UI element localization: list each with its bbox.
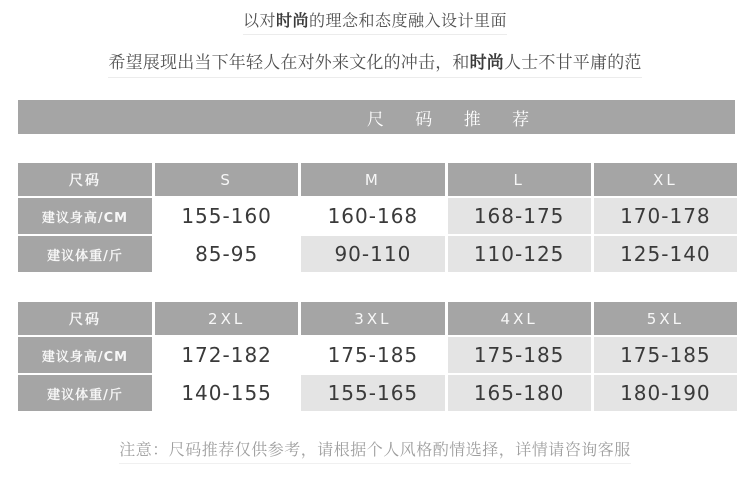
brand-keyword: 时尚 xyxy=(275,11,309,30)
weight-value-s: 85-95 xyxy=(155,236,298,272)
row-label-weight: 建议体重/斤 xyxy=(18,375,152,411)
note-line xyxy=(0,437,750,460)
intro-line-1 xyxy=(0,8,750,31)
height-value-xl: 170-178 xyxy=(594,198,737,234)
col-header-4xl: 4XL xyxy=(448,302,591,335)
row-label-height: 建议身高/CM xyxy=(18,337,152,373)
col-header-5xl: 5XL xyxy=(594,302,737,335)
weight-value-m: 90-110 xyxy=(301,236,444,272)
intro-line-2-text: 希望展现出当下年轻人在对外来文化的冲击，和时尚人士不甘平庸的范 xyxy=(108,53,641,78)
height-value-5xl: 175-185 xyxy=(594,337,737,373)
height-value-2xl: 172-182 xyxy=(155,337,298,373)
size-recommend-banner xyxy=(18,100,735,134)
height-value-3xl: 175-185 xyxy=(301,337,444,373)
col-header-l: L xyxy=(448,163,591,196)
weight-value-2xl: 140-155 xyxy=(155,375,298,411)
brand-keyword: 时尚 xyxy=(469,53,504,73)
weight-value-l: 110-125 xyxy=(448,236,591,272)
size-table-2xl-to-5xl xyxy=(18,302,737,411)
row-label-height: 建议身高/CM xyxy=(18,198,152,234)
weight-value-3xl: 155-165 xyxy=(301,375,444,411)
height-value-l: 168-175 xyxy=(448,198,591,234)
banner-title: 尺 码 推 荐 xyxy=(366,109,543,130)
col-header-3xl: 3XL xyxy=(301,302,444,335)
col-header-2xl: 2XL xyxy=(155,302,298,335)
intro-line-2 xyxy=(0,48,750,73)
height-value-4xl: 175-185 xyxy=(448,337,591,373)
weight-value-4xl: 165-180 xyxy=(448,375,591,411)
col-header-size: 尺码 xyxy=(18,163,152,196)
size-table-s-to-xl xyxy=(18,163,737,272)
intro-line-1-text: 以对时尚的理念和态度融入设计里面 xyxy=(243,11,507,35)
col-header-m: M xyxy=(301,163,444,196)
col-header-s: S xyxy=(155,163,298,196)
weight-value-5xl: 180-190 xyxy=(594,375,737,411)
col-header-size: 尺码 xyxy=(18,302,152,335)
height-value-s: 155-160 xyxy=(155,198,298,234)
note-text: 注意：尺码推荐仅供参考，请根据个人风格酌情选择，详情请咨询客服 xyxy=(119,440,631,464)
row-label-weight: 建议体重/斤 xyxy=(18,236,152,272)
height-value-m: 160-168 xyxy=(301,198,444,234)
col-header-xl: XL xyxy=(594,163,737,196)
weight-value-xl: 125-140 xyxy=(594,236,737,272)
